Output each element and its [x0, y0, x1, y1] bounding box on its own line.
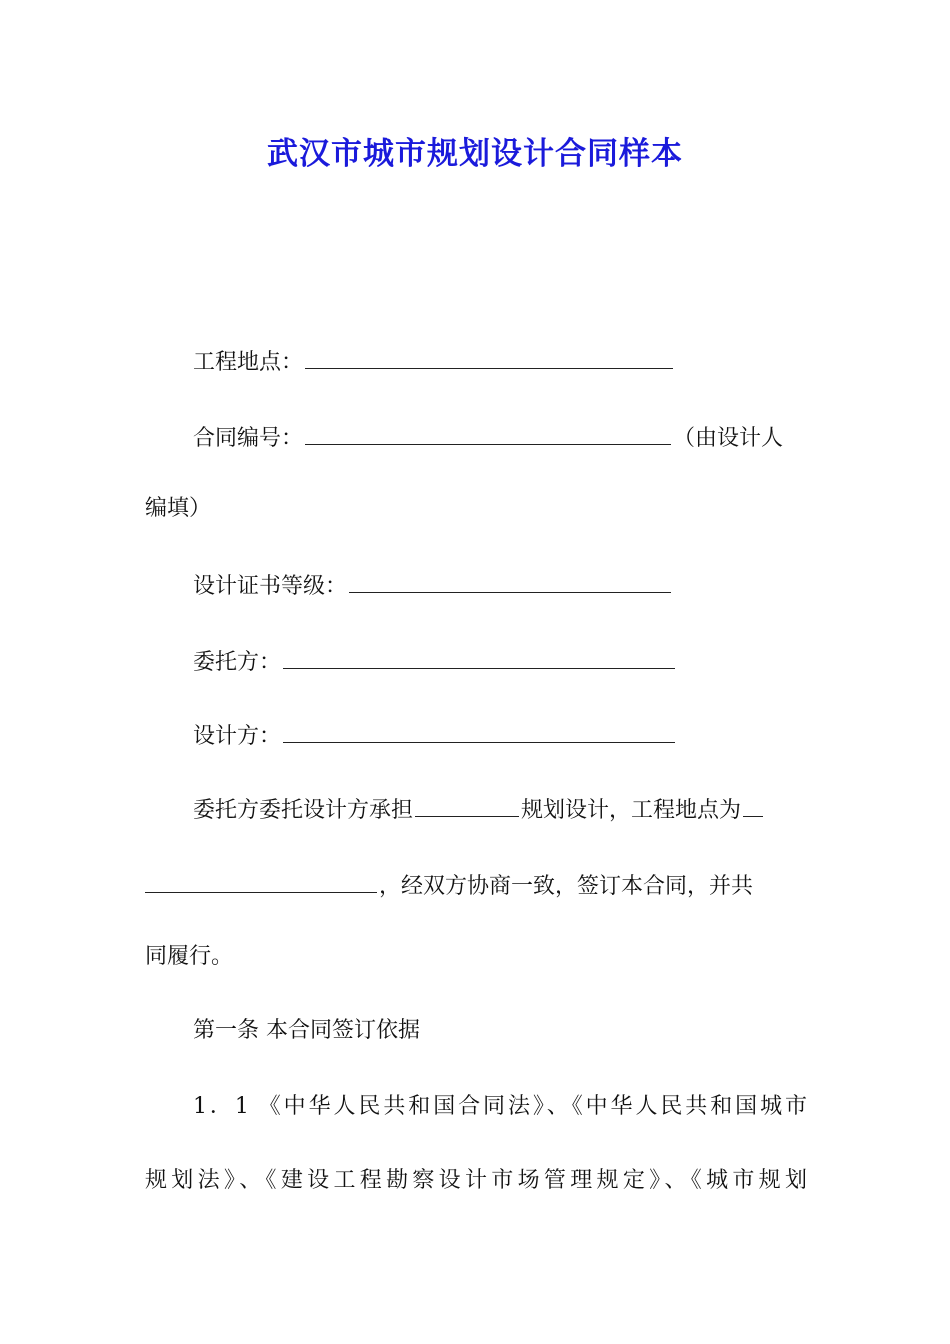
document-title: 武汉市城市规划设计合同样本 [267, 136, 683, 172]
paragraph1-line3: 同履行。 [145, 944, 234, 969]
project-location-label: 工程地点： [193, 350, 304, 375]
clause-1-1-line2: 规划法》、《建设工程勘察设计市场管理规定》、《城市规划 [145, 1168, 807, 1193]
designer-label: 设计方： [193, 724, 282, 749]
project-location-blank[interactable] [305, 344, 673, 369]
cert-grade-label: 设计证书等级： [193, 574, 348, 599]
designer-field [193, 718, 807, 752]
paragraph1-text-a: 委托方委托设计方承担 [193, 798, 414, 823]
contract-number-label: 合同编号： [193, 426, 304, 451]
article1-heading: 第一条 本合同签订依据 [193, 1018, 420, 1043]
clause-1-1-line1: 1．1 《中华人民共和国合同法》、《中华人民共和国城市 [193, 1094, 807, 1119]
paragraph1-line1 [193, 792, 807, 826]
paragraph1-text-b: 规划设计，工程地点为 [521, 798, 742, 823]
contract-number-note: （由设计人 [673, 426, 784, 451]
client-field [193, 644, 807, 678]
designer-blank[interactable] [283, 718, 675, 743]
contract-number-blank[interactable] [305, 420, 671, 445]
cert-grade-field [193, 568, 807, 602]
contract-number-field [193, 420, 807, 454]
location-blank-start[interactable] [743, 792, 763, 817]
contract-number-note-cont: 编填） [145, 496, 212, 521]
design-project-blank[interactable] [415, 792, 519, 817]
paragraph1-text-c: ，经双方协商一致，签订本合同，并共 [379, 874, 754, 899]
project-location-field [193, 344, 807, 378]
location-blank-cont[interactable] [145, 868, 377, 893]
cert-grade-blank[interactable] [349, 568, 671, 593]
client-blank[interactable] [283, 644, 675, 669]
client-label: 委托方： [193, 650, 282, 675]
paragraph1-line2 [145, 868, 807, 902]
